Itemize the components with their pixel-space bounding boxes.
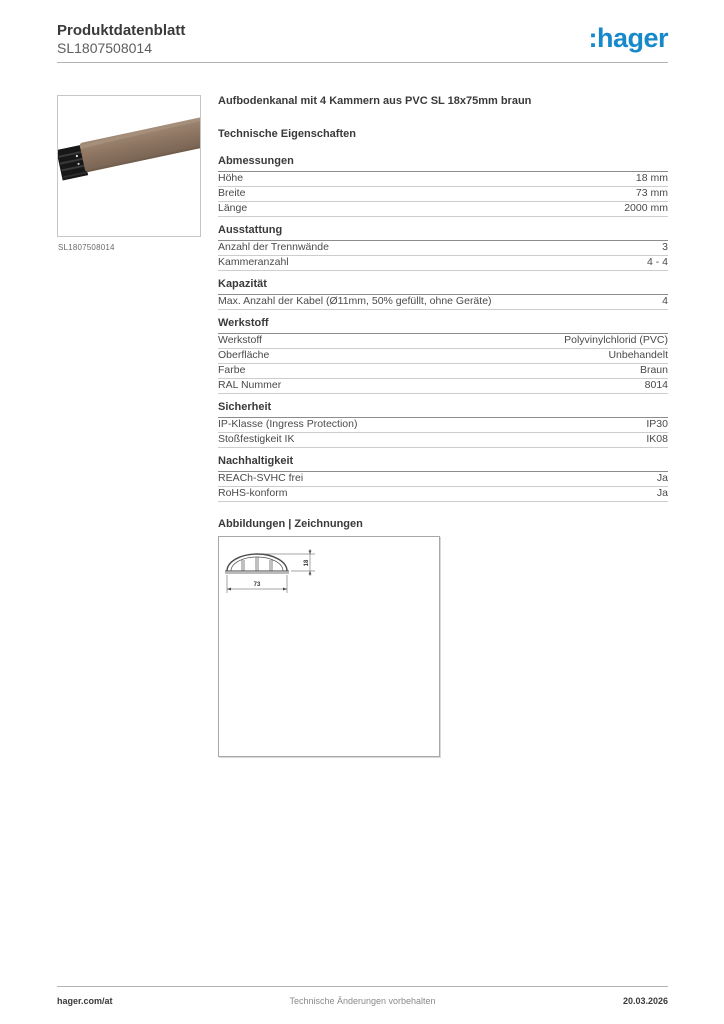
- table-row: [218, 349, 668, 364]
- spec-value: Ja: [656, 472, 668, 484]
- product-title: Aufbodenkanal mit 4 Kammern aus PVC SL 18x75mm braun: [218, 95, 532, 107]
- spec-label: Werkstoff: [218, 334, 262, 346]
- spec-label: Länge: [218, 202, 248, 214]
- spec-label: Stoßfestigkeit IK: [218, 433, 295, 445]
- spec-label: RAL Nummer: [218, 379, 282, 391]
- header-divider: [57, 62, 668, 63]
- product-photo: [57, 95, 201, 237]
- section-title: Sicherheit: [218, 401, 668, 418]
- spec-value: 2000 mm: [624, 202, 668, 214]
- spec-label: Oberfläche: [218, 349, 270, 361]
- width-dimension-label: 73: [253, 582, 261, 588]
- product-photo-caption: SL1807508014: [58, 243, 115, 252]
- spec-label: Farbe: [218, 364, 246, 376]
- table-row: [218, 172, 668, 187]
- spec-label: REACh-SVHC frei: [218, 472, 304, 484]
- section-title: Nachhaltigkeit: [218, 455, 668, 472]
- main-content: [218, 95, 668, 757]
- spec-value: 3: [662, 241, 668, 253]
- section-sicherheit: [218, 401, 668, 448]
- spec-value: Braun: [639, 364, 668, 376]
- section-title: Werkstoff: [218, 317, 668, 334]
- spec-value: IP30: [646, 418, 668, 430]
- page-header: [57, 21, 668, 57]
- table-row: [218, 256, 668, 271]
- section-title: Ausstattung: [218, 224, 668, 241]
- table-row: [218, 295, 668, 310]
- table-row: [218, 487, 668, 502]
- table-row: [218, 241, 668, 256]
- spec-label: Breite: [218, 187, 246, 199]
- section-werkstoff: [218, 317, 668, 394]
- footer-disclaimer: Technische Änderungen vorbehalten: [289, 996, 436, 1006]
- cross-section-drawing: [221, 541, 331, 599]
- spec-label: RoHS-konform: [218, 487, 288, 499]
- product-id: SL1807508014: [57, 40, 152, 56]
- spec-value: Polyvinylchlorid (PVC): [564, 334, 668, 346]
- spec-label: Anzahl der Trennwände: [218, 241, 329, 253]
- footer-date: 20.03.2026: [622, 996, 668, 1006]
- table-row: [218, 187, 668, 202]
- spec-value: 8014: [644, 379, 668, 391]
- spec-label: Kammeranzahl: [218, 256, 289, 268]
- spec-value: IK08: [646, 433, 668, 445]
- tech-properties-heading: Technische Eigenschaften: [218, 128, 356, 140]
- spec-sections: [218, 155, 668, 502]
- footer-website-link[interactable]: hager.com/at: [57, 996, 113, 1006]
- spec-value: 73 mm: [635, 187, 668, 199]
- table-row: [218, 379, 668, 394]
- table-row: [218, 433, 668, 448]
- spec-value: 4: [662, 295, 668, 307]
- section-abmessungen: [218, 155, 668, 217]
- table-row: [218, 334, 668, 349]
- section-title: Kapazität: [218, 278, 668, 295]
- footer-divider: [57, 986, 668, 987]
- section-kapazitaet: [218, 278, 668, 310]
- height-dimension-label: 18: [304, 559, 310, 567]
- table-row: [218, 202, 668, 217]
- section-nachhaltigkeit: [218, 455, 668, 502]
- spec-label: IP-Klasse (Ingress Protection): [218, 418, 358, 430]
- table-row: [218, 418, 668, 433]
- hager-logo: :hager: [588, 23, 668, 53]
- spec-value: Ja: [656, 487, 668, 499]
- spec-value: 18 mm: [635, 172, 668, 184]
- drawings-heading: Abbildungen | Zeichnungen: [218, 518, 363, 530]
- product-photo-illustration: [58, 96, 200, 236]
- section-title: Abmessungen: [218, 155, 668, 172]
- spec-value: Unbehandelt: [608, 349, 668, 361]
- spec-label: Höhe: [218, 172, 244, 184]
- spec-value: 4 - 4: [646, 256, 668, 268]
- table-row: [218, 364, 668, 379]
- document-type-title: Produktdatenblatt: [57, 22, 186, 39]
- table-row: [218, 472, 668, 487]
- spec-label: Max. Anzahl der Kabel (Ø11mm, 50% gefüllt, ohne Geräte): [218, 295, 492, 307]
- technical-drawing-box: [218, 536, 440, 757]
- section-ausstattung: [218, 224, 668, 271]
